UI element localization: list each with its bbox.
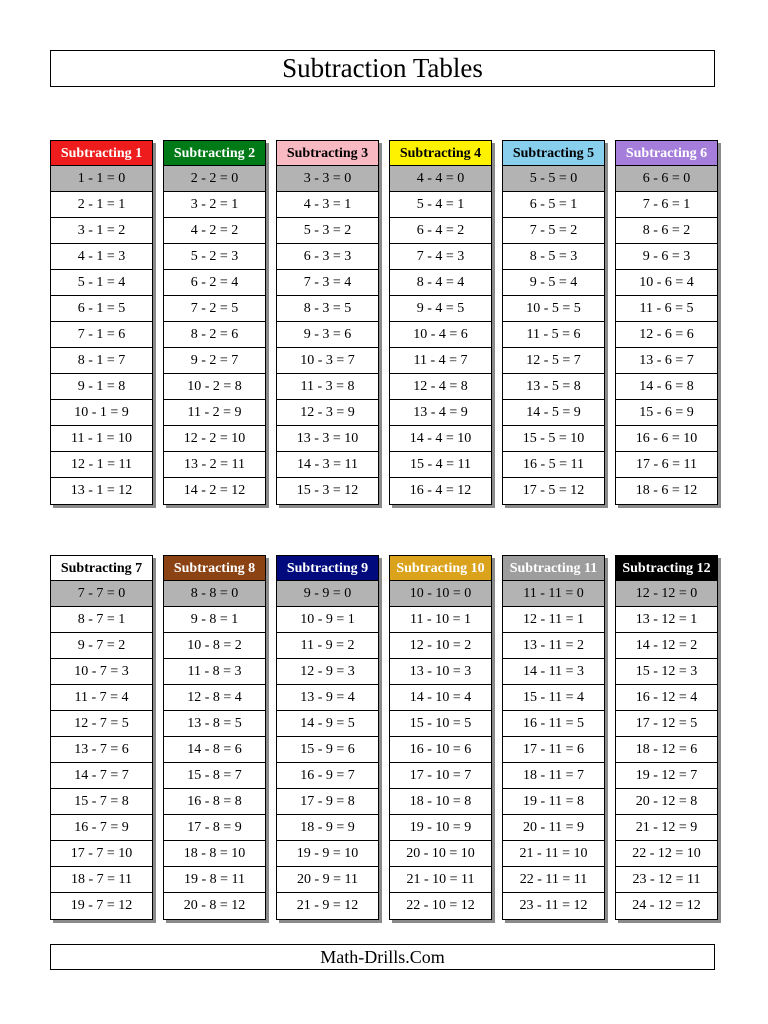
subtraction-table-4 (389, 140, 492, 505)
table-row: 4 - 3 = 1 (277, 192, 378, 218)
table-row: 15 - 12 = 3 (616, 659, 717, 685)
table-row: 10 - 8 = 2 (164, 633, 265, 659)
table-row: 12 - 1 = 11 (51, 452, 152, 478)
page-title: Subtraction Tables (50, 50, 715, 87)
table-row: 10 - 5 = 5 (503, 296, 604, 322)
subtraction-table-3 (276, 140, 379, 505)
table-row: 16 - 5 = 11 (503, 452, 604, 478)
table-row: 14 - 9 = 5 (277, 711, 378, 737)
table-row: 16 - 10 = 6 (390, 737, 491, 763)
table-row: 5 - 1 = 4 (51, 270, 152, 296)
subtraction-table-8 (163, 555, 266, 920)
table-row: 22 - 10 = 12 (406, 898, 475, 913)
table-row: 15 - 6 = 9 (616, 400, 717, 426)
table-row: 15 - 4 = 11 (390, 452, 491, 478)
table-row: 13 - 4 = 9 (390, 400, 491, 426)
table-header: Subtracting 3 (277, 141, 378, 166)
table-row: 15 - 9 = 6 (277, 737, 378, 763)
table-row: 11 - 2 = 9 (164, 400, 265, 426)
table-row: 23 - 11 = 12 (519, 898, 588, 913)
tables-group-top (50, 140, 720, 510)
table-row: 11 - 6 = 5 (616, 296, 717, 322)
table-row: 10 - 3 = 7 (277, 348, 378, 374)
table-row: 15 - 3 = 12 (296, 483, 359, 498)
table-row: 17 - 10 = 7 (390, 763, 491, 789)
table-row: 19 - 11 = 8 (503, 789, 604, 815)
table-row: 12 - 11 = 1 (503, 607, 604, 633)
table-row: 10 - 9 = 1 (277, 607, 378, 633)
table-row: 6 - 4 = 2 (390, 218, 491, 244)
table-row: 19 - 9 = 10 (277, 841, 378, 867)
table-row: 15 - 5 = 10 (503, 426, 604, 452)
subtraction-table-7 (50, 555, 153, 920)
table-row: 9 - 7 = 2 (51, 633, 152, 659)
table-row: 12 - 12 = 0 (616, 581, 717, 607)
table-header: Subtracting 7 (51, 556, 152, 581)
tables-group-bottom (50, 555, 720, 925)
table-row: 7 - 4 = 3 (390, 244, 491, 270)
table-row: 15 - 7 = 8 (51, 789, 152, 815)
table-header: Subtracting 11 (503, 556, 604, 581)
table-row: 12 - 3 = 9 (277, 400, 378, 426)
table-row: 14 - 2 = 12 (183, 483, 246, 498)
table-row: 17 - 9 = 8 (277, 789, 378, 815)
table-row: 7 - 2 = 5 (164, 296, 265, 322)
table-row: 3 - 2 = 1 (164, 192, 265, 218)
table-row: 7 - 7 = 0 (51, 581, 152, 607)
table-row: 12 - 8 = 4 (164, 685, 265, 711)
table-row: 17 - 7 = 10 (51, 841, 152, 867)
table-row: 1 - 1 = 0 (51, 166, 152, 192)
table-row: 6 - 5 = 1 (503, 192, 604, 218)
table-row: 3 - 1 = 2 (51, 218, 152, 244)
table-row: 9 - 9 = 0 (277, 581, 378, 607)
subtraction-table-1 (50, 140, 153, 505)
table-row: 14 - 5 = 9 (503, 400, 604, 426)
table-row: 24 - 12 = 12 (632, 898, 701, 913)
table-row: 20 - 10 = 10 (390, 841, 491, 867)
table-row: 14 - 4 = 10 (390, 426, 491, 452)
table-row: 12 - 10 = 2 (390, 633, 491, 659)
table-header: Subtracting 9 (277, 556, 378, 581)
table-row: 13 - 10 = 3 (390, 659, 491, 685)
table-row: 9 - 5 = 4 (503, 270, 604, 296)
table-row: 13 - 3 = 10 (277, 426, 378, 452)
table-row: 20 - 9 = 11 (277, 867, 378, 893)
table-row: 21 - 12 = 9 (616, 815, 717, 841)
subtraction-table-9 (276, 555, 379, 920)
table-row: 17 - 12 = 5 (616, 711, 717, 737)
table-row: 13 - 11 = 2 (503, 633, 604, 659)
subtraction-table-10 (389, 555, 492, 920)
table-row: 8 - 2 = 6 (164, 322, 265, 348)
table-row: 9 - 8 = 1 (164, 607, 265, 633)
table-row: 17 - 11 = 6 (503, 737, 604, 763)
table-row: 14 - 10 = 4 (390, 685, 491, 711)
table-row: 12 - 2 = 10 (164, 426, 265, 452)
table-row: 11 - 1 = 10 (51, 426, 152, 452)
table-row: 22 - 12 = 10 (616, 841, 717, 867)
table-row: 20 - 11 = 9 (503, 815, 604, 841)
subtraction-table-11 (502, 555, 605, 920)
table-row: 16 - 8 = 8 (164, 789, 265, 815)
table-row: 14 - 6 = 8 (616, 374, 717, 400)
table-row: 7 - 3 = 4 (277, 270, 378, 296)
table-row: 11 - 4 = 7 (390, 348, 491, 374)
table-header: Subtracting 1 (51, 141, 152, 166)
table-row: 8 - 6 = 2 (616, 218, 717, 244)
table-row: 18 - 9 = 9 (277, 815, 378, 841)
table-row: 7 - 6 = 1 (616, 192, 717, 218)
table-row: 21 - 9 = 12 (296, 898, 359, 913)
table-row: 4 - 2 = 2 (164, 218, 265, 244)
table-row: 11 - 9 = 2 (277, 633, 378, 659)
table-row: 19 - 10 = 9 (390, 815, 491, 841)
table-header: Subtracting 8 (164, 556, 265, 581)
table-row: 13 - 7 = 6 (51, 737, 152, 763)
table-header: Subtracting 6 (616, 141, 717, 166)
table-row: 9 - 1 = 8 (51, 374, 152, 400)
table-row: 11 - 8 = 3 (164, 659, 265, 685)
table-row: 18 - 11 = 7 (503, 763, 604, 789)
table-row: 9 - 2 = 7 (164, 348, 265, 374)
table-row: 5 - 3 = 2 (277, 218, 378, 244)
table-row: 14 - 12 = 2 (616, 633, 717, 659)
table-row: 8 - 5 = 3 (503, 244, 604, 270)
table-row: 13 - 2 = 11 (164, 452, 265, 478)
table-row: 9 - 4 = 5 (390, 296, 491, 322)
table-row: 8 - 1 = 7 (51, 348, 152, 374)
table-row: 16 - 6 = 10 (616, 426, 717, 452)
table-row: 16 - 11 = 5 (503, 711, 604, 737)
table-row: 21 - 11 = 10 (503, 841, 604, 867)
table-row: 6 - 1 = 5 (51, 296, 152, 322)
table-row: 8 - 8 = 0 (164, 581, 265, 607)
table-row: 17 - 8 = 9 (164, 815, 265, 841)
table-row: 8 - 3 = 5 (277, 296, 378, 322)
footer-text: Math-Drills.Com (50, 944, 715, 970)
table-row: 13 - 5 = 8 (503, 374, 604, 400)
table-header: Subtracting 10 (390, 556, 491, 581)
table-row: 14 - 8 = 6 (164, 737, 265, 763)
table-row: 15 - 11 = 4 (503, 685, 604, 711)
table-row: 12 - 6 = 6 (616, 322, 717, 348)
subtraction-table-6 (615, 140, 718, 505)
table-row: 10 - 10 = 0 (390, 581, 491, 607)
table-row: 11 - 7 = 4 (51, 685, 152, 711)
table-row: 4 - 4 = 0 (390, 166, 491, 192)
table-row: 15 - 10 = 5 (390, 711, 491, 737)
table-header: Subtracting 5 (503, 141, 604, 166)
table-row: 14 - 3 = 11 (277, 452, 378, 478)
table-row: 17 - 5 = 12 (522, 483, 585, 498)
table-row: 11 - 3 = 8 (277, 374, 378, 400)
table-row: 5 - 2 = 3 (164, 244, 265, 270)
table-row: 5 - 4 = 1 (390, 192, 491, 218)
table-row: 11 - 11 = 0 (503, 581, 604, 607)
subtraction-table-5 (502, 140, 605, 505)
table-row: 19 - 8 = 11 (164, 867, 265, 893)
table-row: 17 - 6 = 11 (616, 452, 717, 478)
table-row: 18 - 10 = 8 (390, 789, 491, 815)
table-row: 10 - 6 = 4 (616, 270, 717, 296)
table-row: 20 - 12 = 8 (616, 789, 717, 815)
table-row: 11 - 5 = 6 (503, 322, 604, 348)
table-row: 16 - 4 = 12 (409, 483, 472, 498)
subtraction-table-12 (615, 555, 718, 920)
table-row: 19 - 12 = 7 (616, 763, 717, 789)
table-row: 12 - 5 = 7 (503, 348, 604, 374)
table-row: 18 - 8 = 10 (164, 841, 265, 867)
table-row: 23 - 12 = 11 (616, 867, 717, 893)
table-header: Subtracting 4 (390, 141, 491, 166)
table-row: 6 - 2 = 4 (164, 270, 265, 296)
table-row: 18 - 12 = 6 (616, 737, 717, 763)
table-header: Subtracting 12 (616, 556, 717, 581)
table-row: 12 - 7 = 5 (51, 711, 152, 737)
table-row: 8 - 4 = 4 (390, 270, 491, 296)
table-row: 7 - 5 = 2 (503, 218, 604, 244)
table-row: 7 - 1 = 6 (51, 322, 152, 348)
table-row: 2 - 2 = 0 (164, 166, 265, 192)
table-row: 14 - 7 = 7 (51, 763, 152, 789)
table-row: 5 - 5 = 0 (503, 166, 604, 192)
table-row: 18 - 7 = 11 (51, 867, 152, 893)
table-row: 21 - 10 = 11 (390, 867, 491, 893)
table-row: 13 - 12 = 1 (616, 607, 717, 633)
table-row: 18 - 6 = 12 (635, 483, 698, 498)
table-row: 10 - 7 = 3 (51, 659, 152, 685)
table-row: 11 - 10 = 1 (390, 607, 491, 633)
table-row: 16 - 9 = 7 (277, 763, 378, 789)
table-row: 16 - 12 = 4 (616, 685, 717, 711)
table-row: 13 - 6 = 7 (616, 348, 717, 374)
table-row: 16 - 7 = 9 (51, 815, 152, 841)
table-row: 6 - 6 = 0 (616, 166, 717, 192)
table-row: 6 - 3 = 3 (277, 244, 378, 270)
subtraction-table-2 (163, 140, 266, 505)
table-row: 15 - 8 = 7 (164, 763, 265, 789)
table-row: 10 - 1 = 9 (51, 400, 152, 426)
table-row: 12 - 4 = 8 (390, 374, 491, 400)
table-row: 2 - 1 = 1 (51, 192, 152, 218)
table-header: Subtracting 2 (164, 141, 265, 166)
table-row: 14 - 11 = 3 (503, 659, 604, 685)
table-row: 9 - 6 = 3 (616, 244, 717, 270)
table-row: 4 - 1 = 3 (51, 244, 152, 270)
table-row: 3 - 3 = 0 (277, 166, 378, 192)
table-row: 8 - 7 = 1 (51, 607, 152, 633)
table-row: 10 - 2 = 8 (164, 374, 265, 400)
table-row: 19 - 7 = 12 (70, 898, 133, 913)
table-row: 13 - 8 = 5 (164, 711, 265, 737)
table-row: 22 - 11 = 11 (503, 867, 604, 893)
table-row: 10 - 4 = 6 (390, 322, 491, 348)
table-row: 13 - 1 = 12 (70, 483, 133, 498)
table-row: 20 - 8 = 12 (183, 898, 246, 913)
table-row: 9 - 3 = 6 (277, 322, 378, 348)
table-row: 13 - 9 = 4 (277, 685, 378, 711)
table-row: 12 - 9 = 3 (277, 659, 378, 685)
